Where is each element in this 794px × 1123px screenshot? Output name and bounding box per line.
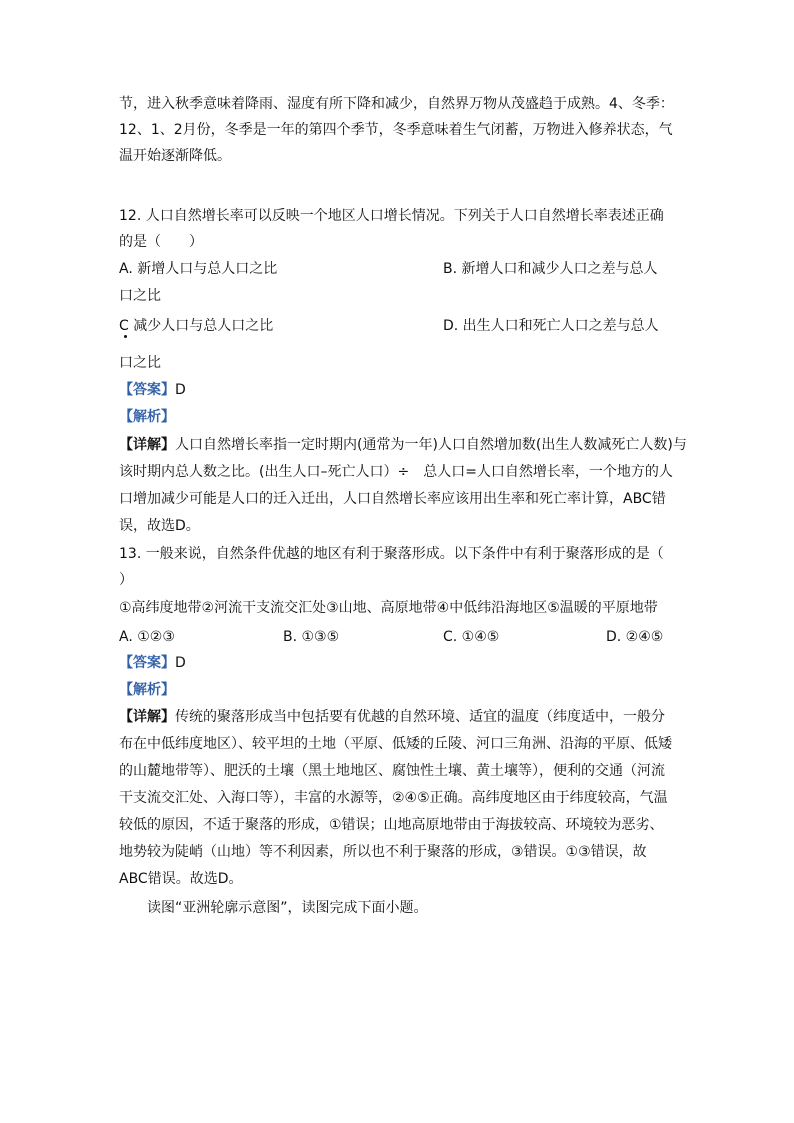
- q12-detail-line-4: 误，故选D。: [119, 518, 200, 534]
- analysis-label: 【解析】: [119, 682, 175, 698]
- q13-detail-line-6: 地势较为陡峭（山地）等不利因素，所以也不利于聚落的形成，③错误。①③错误，故: [119, 844, 647, 860]
- read-map-instruction: 读图“亚洲轮廓示意图”，读图完成下面小题。: [147, 900, 428, 916]
- q13-answer: [119, 653, 186, 673]
- q12-stem-line-1: 12. 人口自然增长率可以反映一个地区人口增长情况。下列关于人口自然增长率表述正确: [119, 208, 664, 224]
- q12-option-a: A. 新增人口与总人口之比: [119, 261, 278, 277]
- detail-label: 【详解】: [119, 437, 175, 453]
- q13-detail-line-4: 干支流交汇处、入海口等），丰富的水源等，②④⑤正确。高纬度地区由于纬度较高，气温: [119, 790, 668, 806]
- q13-analysis-label: [119, 680, 175, 700]
- q13-option-b: B. ①③⑤: [283, 629, 340, 645]
- q12-detail-line-3: 口增加减少可能是人口的迁入迁出，人口自然增长率应该用出生率和死亡率计算，ABC错: [119, 491, 666, 507]
- q13-detail-line-7: ABC错误。故选D。: [119, 871, 243, 887]
- detail-label: 【详解】: [119, 709, 175, 725]
- q12-detail-line-2: 该时期内总人数之比。(出生人口–死亡人口）÷ 总人口=人口自然增长率，一个地方的人: [119, 464, 673, 480]
- q12-answer: [119, 380, 186, 400]
- q13-detail-line-2: 布在中低纬度地区）、较平坦的土地（平原、低矮的丘陵、河口三角洲、沿海的平原、低矮: [119, 736, 672, 752]
- q12-stem-line-2: 的是（ ）: [119, 234, 203, 250]
- q12-option-d-continued: 口之比: [119, 355, 161, 371]
- q13-detail-line-5: 较低的原因，不适于聚落的形成，①错误；山地高原地带由于海拔较高、环境较为恶劣、: [119, 817, 664, 833]
- answer-label: 【答案】: [119, 382, 175, 398]
- q13-conditions: ①高纬度地带②河流干支流交汇处③山地、高原地带④中低纬沿海地区⑤温暖的平原地带: [119, 600, 658, 616]
- q12-option-c: C 减少人口与总人口之比: [119, 318, 274, 334]
- q12-analysis-label: [119, 407, 175, 427]
- intro-line-3: 温开始逐渐降低。: [119, 148, 231, 164]
- q12-detail-line-1: [119, 435, 687, 455]
- q13-option-d: D. ②④⑤: [606, 629, 664, 645]
- q13-stem-line-2: ）: [119, 572, 133, 588]
- q13-detail-line-3: 的山麓地带等）、肥沃的土壤（黑土地地区、腐蚀性土壤、黄土壤等），便利的交通（河流: [119, 763, 665, 779]
- q12-option-d: D. 出生人口和死亡人口之差与总人: [443, 318, 659, 334]
- q13-stem-line-1: 13. 一般来说，自然条件优越的地区有利于聚落形成。以下条件中有利于聚落形成的是（: [119, 546, 664, 562]
- answer-value: D: [175, 655, 186, 671]
- answer-value: D: [175, 382, 186, 398]
- answer-label: 【答案】: [119, 655, 175, 671]
- q12-option-b: B. 新增人口和减少人口之差与总人: [443, 261, 658, 277]
- intro-line-1: 节，进入秋季意味着降雨、湿度有所下降和减少，自然界万物从茂盛趋于成熟。4、冬季：: [119, 96, 674, 112]
- detail-text: 传统的聚落形成当中包括要有优越的自然环境、适宜的温度（纬度适中，一般分: [175, 709, 665, 725]
- q12-option-b-continued: 口之比: [119, 288, 161, 304]
- q13-option-a: A. ①②③: [119, 629, 175, 645]
- intro-line-2: 12、1、2月份，冬季是一年的第四个季节，冬季意味着生气闭蓄，万物进入修养状态，气: [119, 122, 673, 138]
- analysis-label: 【解析】: [119, 409, 175, 425]
- q13-detail-line-1: [119, 707, 665, 727]
- detail-text: 人口自然增长率指一定时期内(通常为一年)人口自然增加数(出生人数减死亡人数)与: [175, 437, 687, 453]
- emphasis-dot: [124, 335, 127, 338]
- q13-option-c: C. ①④⑤: [443, 629, 500, 645]
